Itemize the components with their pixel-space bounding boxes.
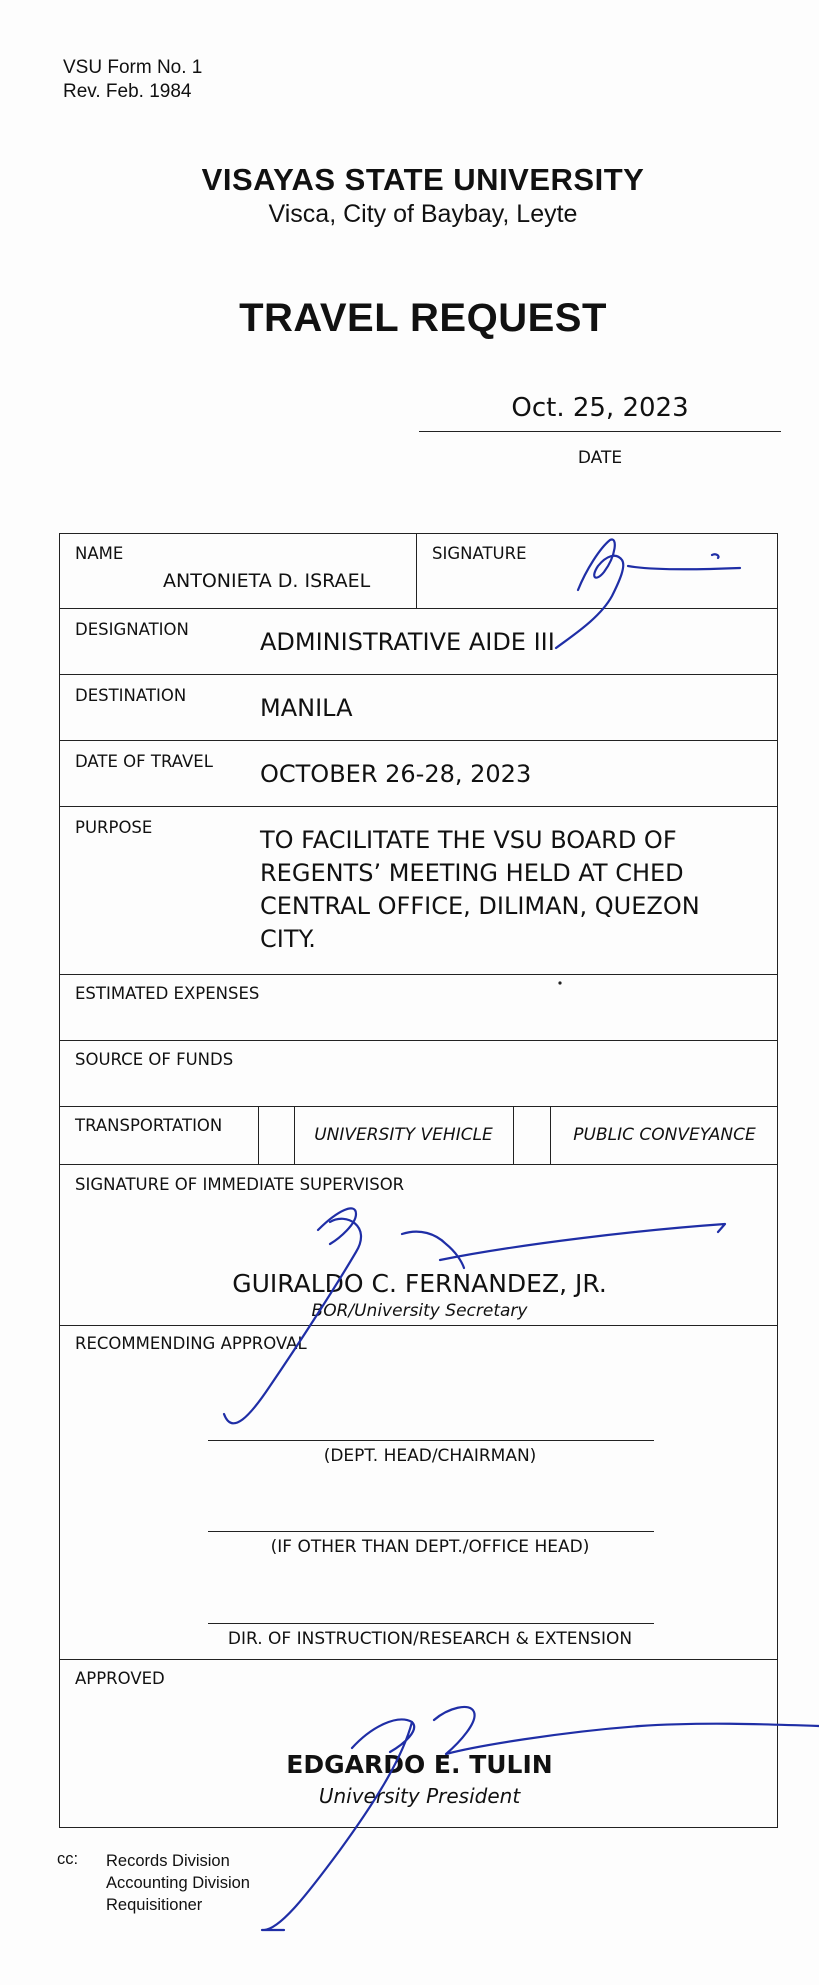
date-underline bbox=[419, 431, 781, 432]
designation-label: DESIGNATION bbox=[75, 620, 189, 639]
document-title: TRAVEL REQUEST bbox=[239, 296, 607, 340]
row-divider bbox=[60, 740, 777, 741]
date-of-travel-label: DATE OF TRAVEL bbox=[75, 752, 213, 771]
other-head-signature-line bbox=[208, 1531, 654, 1532]
dept-head-caption: (DEPT. HEAD/CHAIRMAN) bbox=[323, 1446, 537, 1466]
cc-recipients bbox=[106, 1850, 250, 1916]
supervisor-label: SIGNATURE OF IMMEDIATE SUPERVISOR bbox=[75, 1175, 405, 1194]
row-divider bbox=[60, 674, 777, 675]
university-address: Visca, City of Baybay, Leyte bbox=[268, 200, 578, 228]
transportation-label: TRANSPORTATION bbox=[75, 1116, 223, 1135]
university-name: VISAYAS STATE UNIVERSITY bbox=[201, 162, 645, 197]
row-divider bbox=[60, 608, 777, 609]
column-divider bbox=[416, 534, 417, 608]
cc-label: cc: bbox=[57, 1850, 79, 1868]
director-signature-line bbox=[208, 1623, 654, 1624]
name-label: NAME bbox=[75, 544, 124, 563]
form-number: VSU Form No. 1 bbox=[63, 57, 203, 78]
row-divider bbox=[60, 1325, 777, 1326]
date-of-travel-value: OCTOBER 26-28, 2023 bbox=[260, 760, 532, 788]
university-vehicle-option: UNIVERSITY VEHICLE bbox=[314, 1125, 493, 1145]
university-vehicle-checkbox[interactable] bbox=[259, 1107, 293, 1163]
cc-recipient: Requisitioner bbox=[106, 1896, 203, 1914]
estimated-expenses-label: ESTIMATED EXPENSES bbox=[75, 984, 260, 1003]
request-date: Oct. 25, 2023 bbox=[511, 393, 689, 423]
row-divider bbox=[60, 1659, 777, 1660]
row-divider bbox=[60, 1106, 777, 1107]
president-title: University President bbox=[318, 1784, 521, 1808]
row-divider bbox=[60, 806, 777, 807]
supervisor-name: GUIRALDO C. FERNANDEZ, JR. bbox=[232, 1269, 607, 1298]
date-label: DATE bbox=[577, 448, 623, 468]
cc-recipient: Accounting Division bbox=[106, 1874, 250, 1892]
form-revision: Rev. Feb. 1984 bbox=[63, 81, 192, 102]
row-divider bbox=[60, 1164, 777, 1165]
name-value: ANTONIETA D. ISRAEL bbox=[163, 570, 371, 592]
approved-label: APPROVED bbox=[75, 1669, 165, 1688]
row-divider bbox=[60, 974, 777, 975]
public-conveyance-option: PUBLIC CONVEYANCE bbox=[573, 1125, 756, 1145]
director-caption: DIR. OF INSTRUCTION/RESEARCH & EXTENSION bbox=[227, 1629, 633, 1649]
cc-recipient: Records Division bbox=[106, 1852, 230, 1870]
row-divider bbox=[60, 1040, 777, 1041]
dept-head-signature-line bbox=[208, 1440, 654, 1441]
signature-label: SIGNATURE bbox=[432, 544, 527, 563]
public-conveyance-checkbox[interactable] bbox=[514, 1107, 549, 1163]
president-name: EDGARDO E. TULIN bbox=[286, 1750, 553, 1779]
destination-value: MANILA bbox=[260, 694, 353, 722]
destination-label: DESTINATION bbox=[75, 686, 187, 705]
supervisor-title: BOR/University Secretary bbox=[311, 1301, 528, 1321]
purpose-value: TO FACILITATE THE VSU BOARD OF REGENTS’ MEETING HELD AT CHED CENTRAL OFFICE, DILIMAN, QUEZON CITY. bbox=[260, 826, 700, 953]
recommending-approval-label: RECOMMENDING APPROVAL bbox=[75, 1334, 307, 1353]
travel-request-table bbox=[59, 533, 778, 1828]
designation-value: ADMINISTRATIVE AIDE III bbox=[260, 628, 555, 656]
form-number-block bbox=[63, 56, 202, 104]
other-head-caption: (IF OTHER THAN DEPT./OFFICE HEAD) bbox=[270, 1537, 590, 1557]
source-of-funds-label: SOURCE OF FUNDS bbox=[75, 1050, 234, 1069]
purpose-label: PURPOSE bbox=[75, 818, 153, 837]
